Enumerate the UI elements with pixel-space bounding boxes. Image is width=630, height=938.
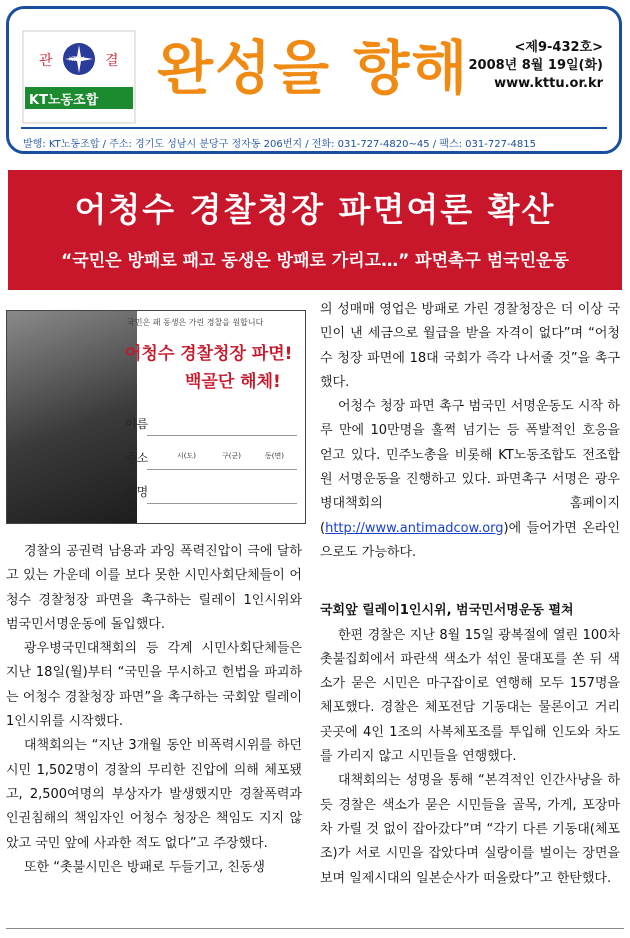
police-crowd-photo — [7, 311, 137, 523]
form-label-signature: 서명 — [125, 485, 149, 499]
headline: 어청수 경찰청장 파면여론 확산 — [74, 190, 556, 229]
paragraph: 경찰의 공권력 남용과 과잉 폭력진압이 극에 달하고 있는 가운데 이를 보다 못한 시민사회단체들이 어청수 경찰청장 파면을 촉구하는 릴레이 1인시위와 범국민서명운동에 돌입했다. — [6, 544, 302, 632]
headline-banner — [8, 170, 622, 290]
subheadline: “국민은 방패로 패고 동생은 방패로 가리고…” 파면촉구 범국민운동 — [61, 251, 569, 271]
masthead-title: 완성을 향해 — [157, 34, 470, 102]
svg-text:KTTU: KTTU — [69, 56, 85, 63]
footer-divider — [6, 928, 624, 929]
publisher-contact: 발행: KT노동조합 / 주소: 경기도 성남시 분당구 정자동 206번지 / 전화: 031-727-4820~45 / 팩스: 031-727-4815 — [23, 139, 537, 150]
newsletter-header — [6, 6, 622, 154]
poster-tagline: 국민은 패 동생은 가린 경찰을 원합니다 — [127, 318, 264, 327]
paragraph: 또한 “촛불시민은 방패로 두들기고, 친동생 — [24, 859, 265, 875]
paragraph: 대책회의는 “지난 3개월 동안 비폭력시위를 하던 시민 1,502명이 경찰의 무리한 진압에 의해 체포됐고, 2,500여명의 부상자가 발생했지만 경찰폭력과 인권침해의 책임자인 어청수 청장은 책임도 지지 않았고 국민 앞에 사과한 적도 없다”고 주장했다. — [6, 738, 302, 851]
union-logo — [19, 27, 139, 127]
form-line — [147, 435, 297, 436]
section-heading: 국회앞 릴레이1인시위, 범국민서명운동 펼쳐 — [320, 603, 574, 619]
form-sub-district: 구(군) — [222, 452, 241, 460]
article-left-column — [6, 540, 302, 880]
svg-text:관: 관 — [39, 53, 53, 69]
form-label-address: 주소 — [125, 451, 149, 465]
form-line — [147, 503, 297, 504]
poster-title-line1: 어청수 경찰청장 파면! — [125, 344, 293, 364]
poster-title-line2: 백골단 해체! — [185, 372, 281, 392]
petition-poster-image — [6, 310, 306, 524]
paragraph: 광우병국민대책회의 등 각계 시민사회단체들은 지난 18일(월)부터 “국민을 무시하고 헌법을 파괴하는 어청수 경찰청장 파면”을 촉구하는 국회앞 릴레이 1인시위를 시작했다. — [6, 641, 302, 730]
form-sub-city: 시(도) — [177, 452, 196, 460]
paragraph: 의 성매매 영업은 방패로 가린 경찰청장은 더 이상 국민이 낸 세금으로 월급을 받을 자격이 없다”며 “어청수 청장 파면에 18대 국회가 즉각 나서줄 것”을 촉구했다. — [320, 302, 620, 390]
issue-info — [469, 39, 604, 93]
article-right-column — [320, 298, 620, 891]
svg-text:KT노동조합: KT노동조합 — [29, 93, 99, 108]
issue-number: <제9-432호> — [514, 40, 603, 55]
issue-date: 2008년 8월 19일(화) — [468, 58, 603, 73]
form-line — [147, 469, 297, 470]
form-label-name: 이름 — [125, 417, 149, 431]
svg-text:결: 결 — [105, 53, 119, 69]
paragraph: 대책회의는 성명을 통해 “본격적인 인간사냥을 하듯 경찰은 색소가 묻은 시민들을 골목, 가게, 포장마차 가릴 것 없이 잡아갔다”며 “각기 다른 기동대(체포조)가 서로 시민을 잡았다며 실랑이를 벌이는 장면을 보며 일제시대의 일본순사가 떠올랐다”고 한탄했다. — [320, 773, 620, 886]
header-divider — [21, 127, 607, 129]
petition-link[interactable]: http://www.antimadcow.org — [325, 520, 504, 536]
form-sub-town: 동(면) — [265, 452, 284, 460]
paragraph: 어청수 청장 파면 촉구 범국민 서명운동도 시작 하루 만에 10만명을 훌쩍 넘기는 등 폭발적인 호응을 얻고 있다. 민주노총을 비롯해 KT노동조합도 전조합원 서명운동을 진행하고 있다. 파면촉구 서명은 광우병대책회의 홈페이지 (http://www.antimadcow.org)에 들어가면 온라인으로도 가능하다. — [320, 399, 620, 560]
paragraph: 한편 경찰은 지난 8월 15일 광복절에 열린 100차 촛불집회에서 파란색 색소가 섞인 물대포를 쏜 뒤 색소가 묻은 시민은 마구잡이로 연행해 모두 157명을 체포했다. 경찰은 체포전담 기동대는 물론이고 거리 곳곳에 4인 1조의 사복체포조를 투입해 인도와 차도를 가리지 않고 시민들을 연행했다. — [320, 627, 620, 765]
website-link[interactable]: www.kttu.or.kr — [494, 76, 603, 91]
